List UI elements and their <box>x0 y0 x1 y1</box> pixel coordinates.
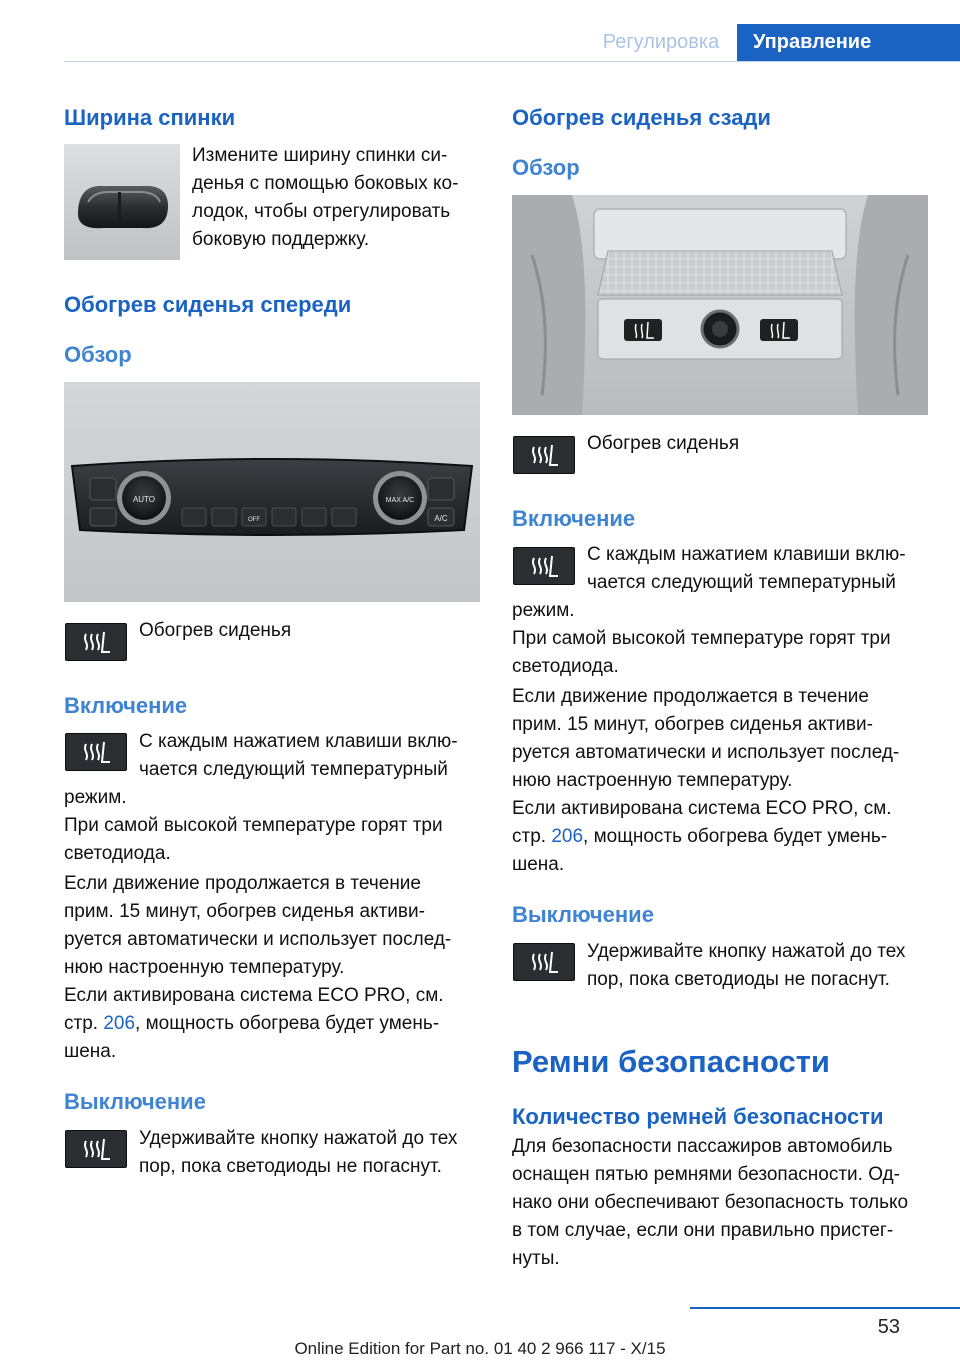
rear-heating-on-text-4 <box>512 795 928 879</box>
seat-belts-count-title: Количество ремней безопасности <box>512 1104 884 1129</box>
panel-off-label: OFF <box>248 517 260 523</box>
header-rule <box>64 61 960 62</box>
page-ref-link[interactable]: 206 <box>103 1013 136 1034</box>
seat-heating-key-icon <box>513 547 575 585</box>
page-ref-link[interactable]: 206 <box>551 826 584 847</box>
footer-rule <box>690 1307 960 1309</box>
front-heating-off-title: Выключение <box>64 1089 206 1114</box>
panel-ac-label: A/C <box>434 514 448 523</box>
backrest-width-text: Измените ширину спинки си- денья с помощью боковых ко- лодок, чтобы отрегулировать боковую поддержку. <box>192 145 459 250</box>
front-heating-on-text-1-head: С каждым нажатием клавиши вклю- чается следующий температурный <box>139 731 458 780</box>
front-heating-on-text-2: При самой высокой температуре горят три светодиода. <box>64 815 443 864</box>
header-chapter-tab[interactable]: Управление <box>737 24 960 61</box>
eco-pro-text-a: Если активирована система ECO PRO, см. стр. <box>64 985 444 1034</box>
front-heating-on-text-4 <box>64 982 480 1066</box>
seat-belts-title: Ремни безопасности <box>512 1044 830 1079</box>
seat-heating-key-icon <box>65 623 127 661</box>
rear-heating-overview-title: Обзор <box>512 155 580 180</box>
rear-heating-off-title: Выключение <box>512 902 654 927</box>
rear-heating-off-text: Удерживайте кнопку нажатой до тех пор, пока светодиоды не погаснут. <box>587 941 906 990</box>
front-heating-off-text: Удерживайте кнопку нажатой до тех пор, пока светодиоды не погаснут. <box>139 1128 458 1177</box>
eco-pro-text-b: , мощность обогрева будет умень- шена. <box>64 1013 440 1062</box>
f-on1-tail: режим. <box>64 787 127 808</box>
r-on1-tail: режим. <box>512 600 575 621</box>
seat-heating-key-icon <box>65 1130 127 1168</box>
front-heating-on-title: Включение <box>64 693 188 718</box>
eco-pro-text-a: Если активирована система ECO PRO, см. стр. <box>512 798 892 847</box>
page-number: 53 <box>877 1316 900 1338</box>
rear-console-image <box>512 195 928 415</box>
seat-belts-text: Для безопасности пассажиров автомобиль оснащен пятью ремнями безопасности. Од- нако они обеспечивают безопасность только в том случае, если они правильно пристег- нуты. <box>512 1136 909 1269</box>
header-section-tab[interactable]: Регулировка <box>602 31 720 53</box>
eco-pro-text-b: , мощность обогрева будет умень- шена. <box>512 826 888 875</box>
footer-edition: Online Edition for Part no. 01 40 2 966 117 - X/15 <box>294 1339 666 1358</box>
rear-heating-on-text-1-head: С каждым нажатием клавиши вклю- чается следующий температурный <box>587 544 906 593</box>
front-heating-title: Обогрев сиденья спереди <box>64 292 352 317</box>
rear-heating-on-title: Включение <box>512 506 636 531</box>
front-heating-on-text-3: Если движение продолжается в течение прим. 15 минут, обогрев сиденья активи- руется автоматически и использует послед- нюю настроенную температуру. <box>64 873 452 978</box>
front-heating-icon-caption: Обогрев сиденья <box>139 620 292 641</box>
rear-heating-icon-caption: Обогрев сиденья <box>587 433 740 454</box>
front-climate-panel-photo <box>64 382 480 602</box>
rear-console-photo <box>512 195 928 415</box>
backrest-button-image <box>64 144 180 260</box>
rear-heating-title: Обогрев сиденья сзади <box>512 105 771 130</box>
seat-heating-key-icon <box>513 943 575 981</box>
panel-auto-left-label: AUTO <box>132 495 156 504</box>
front-heating-overview-title: Обзор <box>64 342 132 367</box>
front-climate-panel-image <box>64 382 480 602</box>
rear-heating-on-text-3: Если движение продолжается в течение прим. 15 минут, обогрев сиденья активи- руется автоматически и использует послед- нюю настроенную температуру. <box>512 686 900 791</box>
backrest-width-title: Ширина спинки <box>64 105 236 130</box>
seat-heating-key-icon <box>513 436 575 474</box>
backrest-button-photo <box>64 144 180 260</box>
seat-heating-key-icon <box>65 733 127 771</box>
panel-max-ac-label: MAX A/C <box>385 497 415 504</box>
rear-heating-on-text-2: При самой высокой температуре горят три светодиода. <box>512 628 891 677</box>
